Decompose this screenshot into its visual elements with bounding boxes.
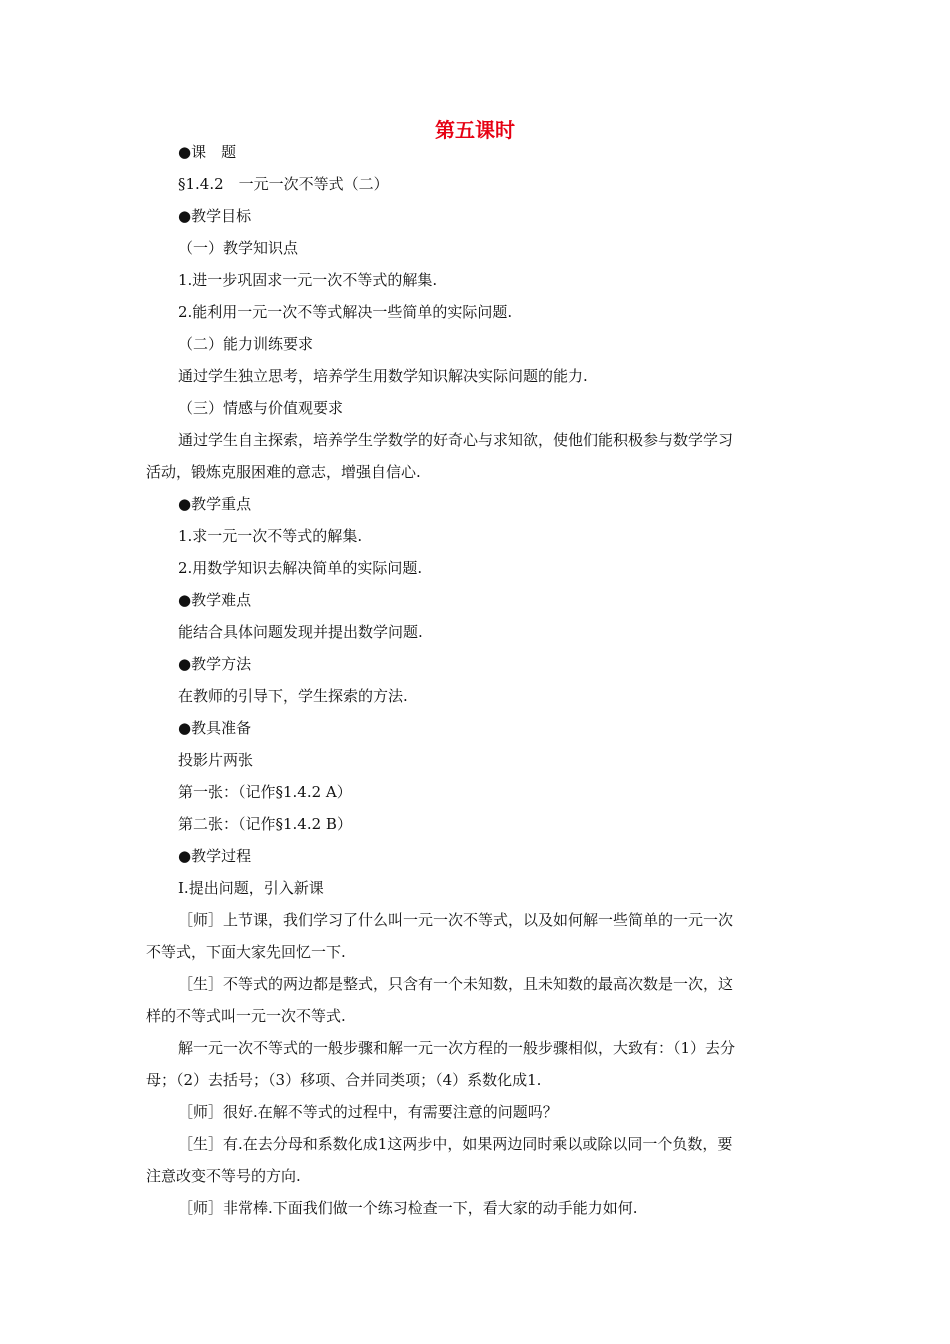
paragraph-line: 1.求一元一次不等式的解集. xyxy=(178,527,363,545)
paragraph-line: 1.进一步巩固求一元一次不等式的解集. xyxy=(178,271,438,289)
paragraph-line: 第一张：（记作§1.4.2 A） xyxy=(178,783,352,801)
section-heading: ●课 题 xyxy=(178,143,237,161)
section-heading: ●教学目标 xyxy=(178,207,252,225)
paragraph-line: 投影片两张 xyxy=(178,751,254,769)
section-heading: ●教具准备 xyxy=(178,719,252,737)
section-heading: ●教学方法 xyxy=(178,655,252,673)
paragraph-line: 能结合具体问题发现并提出数学问题. xyxy=(178,623,423,641)
paragraph-line: ［生］不等式的两边都是整式，只含有一个未知数，且未知数的最高次数是一次，这 xyxy=(178,975,734,993)
paragraph-line: （一）教学知识点 xyxy=(178,239,299,257)
paragraph-line: 2.能利用一元一次不等式解决一些简单的实际问题. xyxy=(178,303,513,321)
paragraph-line: （二）能力训练要求 xyxy=(178,335,314,353)
paragraph-line: ［生］有.在去分母和系数化成1这两步中，如果两边同时乘以或除以同一个负数，要 xyxy=(178,1135,733,1153)
paragraph-line: ［师］非常棒.下面我们做一个练习检查一下，看大家的动手能力如何. xyxy=(178,1199,638,1217)
section-heading: ●教学重点 xyxy=(178,495,252,513)
paragraph-line: 母；（2）去括号；（3）移项、合并同类项；（4）系数化成1. xyxy=(146,1071,542,1089)
paragraph-line: 活动，锻炼克服困难的意志，增强自信心. xyxy=(146,463,421,481)
paragraph-line: 注意改变不等号的方向. xyxy=(146,1167,301,1185)
paragraph-line: §1.4.2 一元一次不等式（二） xyxy=(178,175,389,193)
paragraph-line: 通过学生独立思考，培养学生用数学知识解决实际问题的能力. xyxy=(178,367,588,385)
page-title: 第五课时 xyxy=(435,118,515,142)
paragraph-line: 第二张：（记作§1.4.2 B） xyxy=(178,815,352,833)
paragraph-line: 解一元一次不等式的一般步骤和解一元一次方程的一般步骤相似，大致有：（1）去分 xyxy=(178,1039,736,1057)
paragraph-line: 样的不等式叫一元一次不等式. xyxy=(146,1007,346,1025)
section-heading: ●教学难点 xyxy=(178,591,252,609)
paragraph-line: （三）情感与价值观要求 xyxy=(178,399,344,417)
paragraph-line: 在教师的引导下，学生探索的方法. xyxy=(178,687,408,705)
paragraph-line: 不等式，下面大家先回忆一下. xyxy=(146,943,346,961)
paragraph-line: 通过学生自主探索，培养学生学数学的好奇心与求知欲，使他们能积极参与数学学习 xyxy=(178,431,734,449)
paragraph-line: ［师］上节课，我们学习了什么叫一元一次不等式，以及如何解一些简单的一元一次 xyxy=(178,911,734,929)
paragraph-line: ［师］很好.在解不等式的过程中，有需要注意的问题吗？ xyxy=(178,1103,558,1121)
paragraph-line: Ⅰ.提出问题，引入新课 xyxy=(178,879,324,897)
section-heading: ●教学过程 xyxy=(178,847,252,865)
paragraph-line: 2.用数学知识去解决简单的实际问题. xyxy=(178,559,423,577)
